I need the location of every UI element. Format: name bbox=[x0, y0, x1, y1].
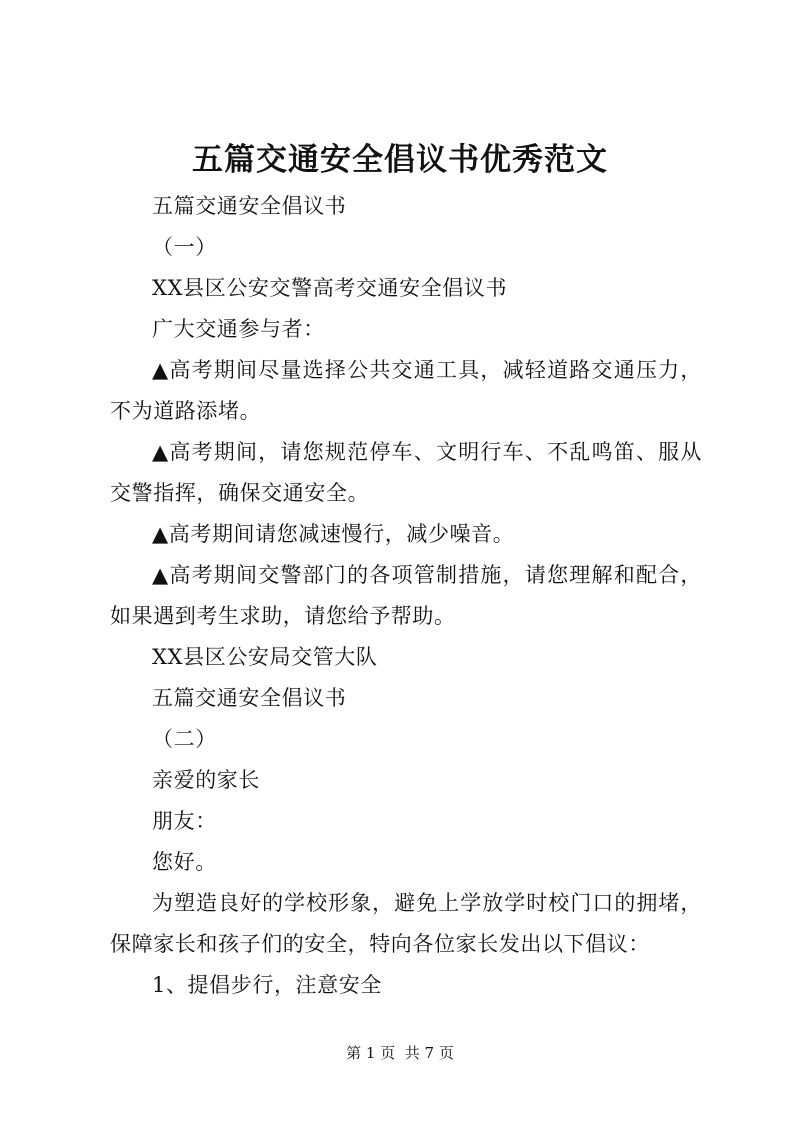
paragraph-8: ▲高考期间交警部门的各项管制措施，请您理解和配合，如果遇到考生求助，请您给予帮助。 bbox=[110, 563, 702, 628]
paragraph-2: （一） bbox=[152, 235, 217, 259]
paragraph-12: 亲爱的家长 bbox=[152, 768, 260, 792]
paragraph-13: 朋友： bbox=[152, 809, 217, 833]
document-title: 五篇交通安全倡议书优秀范文 bbox=[192, 142, 608, 178]
paragraph-4: 广大交通参与者： bbox=[152, 317, 325, 341]
paragraph-14: 您好。 bbox=[152, 850, 217, 874]
paragraph-7: ▲高考期间请您减速慢行，减少噪音。 bbox=[152, 522, 515, 546]
paragraph-16: 1、提倡步行，注意安全 bbox=[152, 973, 382, 997]
paragraph-11: （二） bbox=[152, 727, 217, 751]
paragraph-5: ▲高考期间尽量选择公共交通工具，减轻道路交通压力，不为道路添堵。 bbox=[110, 358, 702, 423]
paragraph-1: 五篇交通安全倡议书 bbox=[152, 194, 347, 218]
paragraph-3: XX县区公安交警高考交通安全倡议书 bbox=[152, 276, 508, 300]
paragraph-9: XX县区公安局交管大队 bbox=[152, 645, 378, 669]
page-footer: 第 1 页 共 7 页 bbox=[346, 1044, 454, 1062]
paragraph-15: 为塑造良好的学校形象，避免上学放学时校门口的拥堵，保障家长和孩子们的安全，特向各位家长发出以下倡议： bbox=[110, 891, 702, 956]
paragraph-6: ▲高考期间，请您规范停车、文明行车、不乱鸣笛、服从交警指挥，确保交通安全。 bbox=[110, 440, 702, 505]
paragraph-10: 五篇交通安全倡议书 bbox=[152, 686, 347, 710]
document-body bbox=[110, 186, 702, 1006]
